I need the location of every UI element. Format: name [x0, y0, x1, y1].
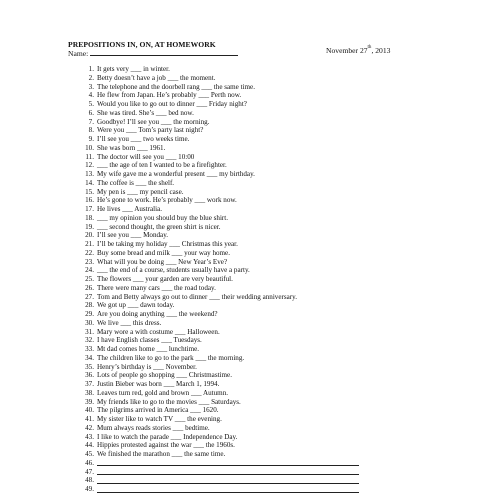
- question-text: The children like to go to the park ___ the morning.: [97, 353, 245, 362]
- question-number: 31.: [85, 327, 94, 336]
- question-number: 12.: [85, 161, 94, 170]
- question-number: 19.: [85, 222, 94, 231]
- blank-line-number: 46.: [85, 458, 94, 467]
- question-number: 20.: [85, 231, 94, 240]
- question-number: 6.: [88, 108, 94, 117]
- question-text: My pen is ___ my pencil case.: [97, 187, 184, 196]
- question-number: 28.: [85, 301, 94, 310]
- question-text: The doctor will see you ___ 10:00: [97, 152, 195, 161]
- question-text: Tom and Betty always go out to dinner ___ their wedding anniversary.: [97, 292, 297, 301]
- question-text: He flew from Japan. He’s probably ___ Perth now.: [97, 91, 242, 100]
- question-text: Buy some bread and milk ___ your way home.: [97, 248, 230, 257]
- blank-line-rule: [97, 485, 359, 496]
- question-text: He’s gone to work. He’s probably ___ work now.: [97, 196, 237, 205]
- question-text: Henry’s birthday is ___ November.: [97, 362, 197, 371]
- question-text: Mary wore a with costume ___ Halloween.: [97, 327, 220, 336]
- question-text: ___ the age of ten I wanted to be a firefighter.: [97, 161, 227, 170]
- question-text: Would you like to go out to dinner ___ Friday night?: [97, 100, 247, 108]
- question-number: 33.: [85, 345, 94, 353]
- question-number: 3.: [88, 82, 94, 91]
- question-text: Justin Bieber was born ___ March 1, 1994.: [97, 380, 220, 388]
- question-number: 27.: [85, 292, 94, 301]
- date-suffix: th: [367, 45, 372, 50]
- question-text: We live ___ this dress.: [97, 318, 162, 327]
- question-text: I like to watch the parade ___ Independence Day.: [97, 432, 238, 441]
- blank-underline: [97, 476, 359, 484]
- blank-line-number: 47.: [85, 467, 94, 476]
- question-number: 4.: [88, 91, 94, 100]
- blank-underline: [97, 459, 359, 467]
- question-text: Hippies protested against the war ___ the 1960s.: [97, 441, 235, 450]
- question-number: 2.: [88, 73, 94, 82]
- blank-line-number: 48.: [85, 476, 94, 485]
- question-number: 8.: [88, 126, 94, 135]
- question-number: 23.: [85, 257, 94, 266]
- question-text: ___ my opinion you should buy the blue shirt.: [97, 213, 229, 222]
- question-number: 9.: [88, 135, 94, 143]
- question-text: We finished the marathon ___ the same time.: [97, 450, 226, 458]
- question-text: Were you ___ Tom’s party last night?: [97, 126, 204, 135]
- question-text: What will you be doing ___ New Year’s Eve?: [97, 257, 228, 266]
- question-text: I’ll be taking my holiday ___ Christmas this year.: [97, 240, 238, 248]
- question-number: 43.: [85, 432, 94, 441]
- worksheet-date: [326, 46, 390, 55]
- question-number: 25.: [85, 275, 94, 283]
- question-text: She was tired. She’s ___ bed now.: [97, 108, 194, 117]
- question-number: 34.: [85, 353, 94, 362]
- question-number: 37.: [85, 380, 94, 388]
- question-number: 26.: [85, 283, 94, 292]
- name-row: [68, 48, 238, 58]
- question-text: Betty doesn’t have a job ___ the moment.: [97, 73, 216, 82]
- question-text: The telephone and the doorbell rang ___ the same time.: [97, 82, 255, 91]
- question-text: We got up ___ dawn today.: [97, 301, 175, 310]
- question-number: 36.: [85, 371, 94, 380]
- question-number: 32.: [85, 336, 94, 345]
- question-text: She was born ___ 1961.: [97, 143, 166, 152]
- question-number: 11.: [85, 152, 94, 161]
- question-text: He lives ___ Australia.: [97, 205, 163, 213]
- question-number: 7.: [88, 117, 94, 126]
- question-text: My wife gave me a wonderful present ___ my birthday.: [97, 170, 255, 178]
- question-text: I have English classes ___ Tuesdays.: [97, 336, 202, 345]
- question-text: Lots of people go shopping ___ Christmastime.: [97, 371, 232, 380]
- question-text: Are you doing anything ___ the weekend?: [97, 310, 218, 318]
- question-text: ___ second thought, the green shirt is nicer.: [97, 222, 221, 231]
- question-number: 10.: [85, 143, 94, 152]
- question-number: 5.: [88, 100, 94, 108]
- question-text: Mt dad comes home ___ lunchtime.: [97, 345, 200, 353]
- blank-line-number: 49.: [85, 485, 94, 493]
- question-number: 39.: [85, 397, 94, 406]
- question-number: 42.: [85, 423, 94, 432]
- blank-underline: [97, 468, 359, 476]
- question-text: I’ll see you ___ Monday.: [97, 231, 169, 240]
- question-number: 29.: [85, 310, 94, 318]
- question-text: It gets very ___ in winter.: [97, 65, 170, 73]
- question-text: My sister like to watch TV ___ the evening.: [97, 415, 222, 423]
- date-year: , 2013: [371, 46, 391, 55]
- question-number: 35.: [85, 362, 94, 371]
- question-text: The pilgrims arrived in America ___ 1620.: [97, 406, 219, 415]
- question-number: 38.: [85, 388, 94, 397]
- question-number: 24.: [85, 266, 94, 275]
- question-text: Mum always reads stories ___ bedtime.: [97, 423, 210, 432]
- date-main: November 27: [326, 46, 368, 55]
- name-label: Name:: [68, 49, 89, 58]
- question-number: 14.: [85, 178, 94, 187]
- question-number: 17.: [85, 205, 94, 213]
- question-number: 44.: [85, 441, 94, 450]
- question-number: 1.: [88, 65, 94, 73]
- question-text: There were many cars ___ the road today.: [97, 283, 216, 292]
- question-number: 16.: [85, 196, 94, 205]
- question-text: I’ll see you ___ two weeks time.: [97, 135, 190, 143]
- name-blank-line: [90, 48, 238, 56]
- blank-underline: [97, 485, 359, 493]
- question-number: 40.: [85, 406, 94, 415]
- question-text: Goodbye! I’ll see you ___ the morning.: [97, 117, 210, 126]
- question-number: 18.: [85, 213, 94, 222]
- question-text: My friends like to go to the movies ___ Saturdays.: [97, 397, 241, 406]
- question-number: 30.: [85, 318, 94, 327]
- worksheet-title: PREPOSITIONS IN, ON, AT HOMEWORK: [68, 40, 216, 49]
- question-text: Leaves turn red, gold and brown ___ Autumn.: [97, 388, 229, 397]
- question-number: 41.: [85, 415, 94, 423]
- question-number: 21.: [85, 240, 94, 248]
- question-number: 45.: [85, 450, 94, 458]
- question-text: The flowers ___ your garden are very beautiful.: [97, 275, 233, 283]
- question-number: 15.: [85, 187, 94, 196]
- question-text: ___ the end of a course, students usually have a party.: [97, 266, 250, 275]
- question-number: 13.: [85, 170, 94, 178]
- question-number: 22.: [85, 248, 94, 257]
- question-text: The coffee is ___ the shelf.: [97, 178, 175, 187]
